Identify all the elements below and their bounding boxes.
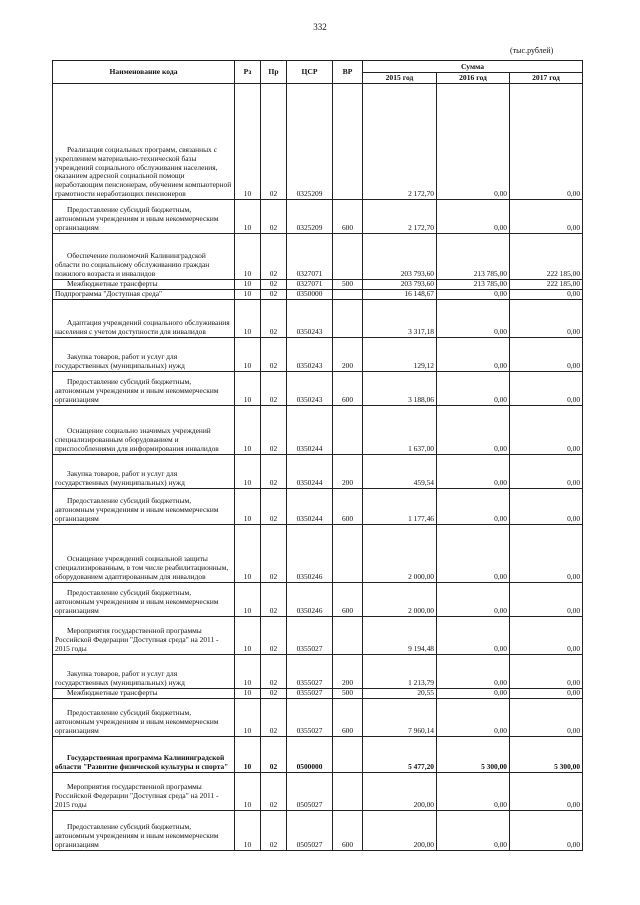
row-vr: 600 bbox=[333, 200, 363, 234]
table-row bbox=[53, 200, 583, 234]
row-rz: 10 bbox=[235, 290, 261, 300]
row-rz: 10 bbox=[235, 338, 261, 372]
table-row bbox=[53, 617, 583, 655]
row-2017: 0,00 bbox=[510, 655, 583, 689]
row-pr: 02 bbox=[261, 290, 287, 300]
row-csr: 0350244 bbox=[287, 489, 333, 525]
row-rz: 10 bbox=[235, 406, 261, 455]
row-pr: 02 bbox=[261, 699, 287, 737]
row-csr: 0350000 bbox=[287, 290, 333, 300]
row-name: Закупка товаров, работ и услуг для государственных (муниципальных) нужд bbox=[53, 338, 235, 372]
table-row bbox=[53, 689, 583, 699]
row-2015: 1 177,46 bbox=[363, 489, 437, 525]
row-pr: 02 bbox=[261, 406, 287, 455]
row-csr: 0350246 bbox=[287, 525, 333, 583]
row-pr: 02 bbox=[261, 811, 287, 851]
table-row bbox=[53, 84, 583, 200]
row-2017: 0,00 bbox=[510, 84, 583, 200]
row-2015: 2 172,70 bbox=[363, 200, 437, 234]
row-rz: 10 bbox=[235, 200, 261, 234]
table-row bbox=[53, 655, 583, 689]
row-2016: 0,00 bbox=[437, 617, 510, 655]
row-2016: 0,00 bbox=[437, 290, 510, 300]
row-2017: 5 300,00 bbox=[510, 737, 583, 773]
row-2016: 213 785,00 bbox=[437, 280, 510, 290]
row-2015: 9 194,48 bbox=[363, 617, 437, 655]
row-2017: 0,00 bbox=[510, 455, 583, 489]
row-2016: 0,00 bbox=[437, 406, 510, 455]
table-body bbox=[53, 84, 583, 851]
row-name: Реализация социальных программ, связанных с укреплением материально-технической базы учреждений социального обслуживания населения, оказанием адресной социальной помощи неработающим пенсионерам, обучением компьютерной грамотности неработающих пенсионеров bbox=[53, 84, 235, 200]
table-row bbox=[53, 234, 583, 280]
row-vr bbox=[333, 773, 363, 811]
row-2015: 1 637,00 bbox=[363, 406, 437, 455]
table-row bbox=[53, 811, 583, 851]
row-name: Предоставление субсидий бюджетным, автономным учреждениям и иным некоммерческим организациям bbox=[53, 200, 235, 234]
row-2016: 0,00 bbox=[437, 811, 510, 851]
row-rz: 10 bbox=[235, 84, 261, 200]
header-csr: ЦСР bbox=[287, 61, 333, 84]
row-rz: 10 bbox=[235, 300, 261, 338]
row-2015: 20,55 bbox=[363, 689, 437, 699]
row-2016: 5 300,00 bbox=[437, 737, 510, 773]
row-2015: 2 000,00 bbox=[363, 525, 437, 583]
table-row bbox=[53, 290, 583, 300]
row-name: Оснащение учреждений социальной защиты специализированным, в том числе реабилитационным, оборудованием адаптированным для инвалидов bbox=[53, 525, 235, 583]
row-csr: 0355027 bbox=[287, 699, 333, 737]
row-2015: 16 148,67 bbox=[363, 290, 437, 300]
units-label: (тыс.рублей) bbox=[510, 46, 554, 55]
row-name: Оснащение социально значимых учреждений специализированным оборудованием и приспособлениями для информирования инвалидов bbox=[53, 406, 235, 455]
row-rz: 10 bbox=[235, 617, 261, 655]
row-2015: 3 317,18 bbox=[363, 300, 437, 338]
row-vr: 200 bbox=[333, 338, 363, 372]
row-csr: 0350243 bbox=[287, 372, 333, 406]
row-vr: 600 bbox=[333, 489, 363, 525]
row-rz: 10 bbox=[235, 773, 261, 811]
row-pr: 02 bbox=[261, 338, 287, 372]
row-rz: 10 bbox=[235, 699, 261, 737]
row-pr: 02 bbox=[261, 200, 287, 234]
table-row bbox=[53, 699, 583, 737]
table-row bbox=[53, 300, 583, 338]
row-2016: 0,00 bbox=[437, 455, 510, 489]
row-name: Закупка товаров, работ и услуг для государственных (муниципальных) нужд bbox=[53, 655, 235, 689]
row-2016: 0,00 bbox=[437, 525, 510, 583]
row-2017: 0,00 bbox=[510, 200, 583, 234]
row-vr: 200 bbox=[333, 455, 363, 489]
row-2017: 0,00 bbox=[510, 617, 583, 655]
row-2015: 5 477,20 bbox=[363, 737, 437, 773]
row-csr: 0350243 bbox=[287, 338, 333, 372]
row-name: Предоставление субсидий бюджетным, автономным учреждениям и иным некоммерческим организациям bbox=[53, 699, 235, 737]
row-vr bbox=[333, 234, 363, 280]
row-rz: 10 bbox=[235, 689, 261, 699]
row-name: Предоставление субсидий бюджетным, автономным учреждениям и иным некоммерческим организациям bbox=[53, 372, 235, 406]
row-rz: 10 bbox=[235, 372, 261, 406]
row-2015: 459,54 bbox=[363, 455, 437, 489]
row-2015: 2 172,70 bbox=[363, 84, 437, 200]
row-pr: 02 bbox=[261, 737, 287, 773]
row-name: Обеспечение полномочий Калининградской области по социальному обслуживанию граждан пожилого возраста и инвалидов bbox=[53, 234, 235, 280]
row-rz: 10 bbox=[235, 811, 261, 851]
row-pr: 02 bbox=[261, 617, 287, 655]
row-2017: 0,00 bbox=[510, 338, 583, 372]
row-rz: 10 bbox=[235, 655, 261, 689]
row-vr: 600 bbox=[333, 583, 363, 617]
row-rz: 10 bbox=[235, 234, 261, 280]
row-pr: 02 bbox=[261, 489, 287, 525]
row-vr: 500 bbox=[333, 689, 363, 699]
row-2016: 0,00 bbox=[437, 372, 510, 406]
row-2015: 1 213,79 bbox=[363, 655, 437, 689]
table-row bbox=[53, 338, 583, 372]
table-row bbox=[53, 525, 583, 583]
row-pr: 02 bbox=[261, 234, 287, 280]
row-rz: 10 bbox=[235, 455, 261, 489]
row-pr: 02 bbox=[261, 689, 287, 699]
header-name: Наименование кода bbox=[53, 61, 235, 84]
header-2015: 2015 год bbox=[363, 73, 437, 84]
row-csr: 0355027 bbox=[287, 617, 333, 655]
row-vr bbox=[333, 84, 363, 200]
row-pr: 02 bbox=[261, 583, 287, 617]
table-row bbox=[53, 773, 583, 811]
row-csr: 0350244 bbox=[287, 455, 333, 489]
table-row bbox=[53, 583, 583, 617]
row-vr bbox=[333, 737, 363, 773]
row-csr: 0327071 bbox=[287, 234, 333, 280]
row-rz: 10 bbox=[235, 489, 261, 525]
row-2016: 0,00 bbox=[437, 689, 510, 699]
row-2017: 0,00 bbox=[510, 290, 583, 300]
table-row bbox=[53, 489, 583, 525]
row-2017: 222 185,00 bbox=[510, 280, 583, 290]
row-pr: 02 bbox=[261, 455, 287, 489]
row-2016: 0,00 bbox=[437, 200, 510, 234]
row-name: Предоставление субсидий бюджетным, автономным учреждениям и иным некоммерческим организациям bbox=[53, 811, 235, 851]
row-vr: 500 bbox=[333, 280, 363, 290]
row-2017: 0,00 bbox=[510, 583, 583, 617]
row-vr bbox=[333, 525, 363, 583]
table-row bbox=[53, 372, 583, 406]
row-csr: 0355027 bbox=[287, 689, 333, 699]
row-2016: 0,00 bbox=[437, 300, 510, 338]
page-number: 332 bbox=[313, 22, 327, 32]
row-2016: 0,00 bbox=[437, 773, 510, 811]
row-2015: 200,00 bbox=[363, 811, 437, 851]
row-2015: 3 188,06 bbox=[363, 372, 437, 406]
row-rz: 10 bbox=[235, 583, 261, 617]
row-2016: 0,00 bbox=[437, 489, 510, 525]
header-vr: ВР bbox=[333, 61, 363, 84]
row-2015: 203 793,60 bbox=[363, 280, 437, 290]
row-csr: 0355027 bbox=[287, 655, 333, 689]
table-row bbox=[53, 455, 583, 489]
row-vr: 200 bbox=[333, 655, 363, 689]
row-csr: 0325209 bbox=[287, 84, 333, 200]
row-vr: 600 bbox=[333, 699, 363, 737]
row-csr: 0505027 bbox=[287, 811, 333, 851]
row-2015: 129,12 bbox=[363, 338, 437, 372]
row-vr: 600 bbox=[333, 811, 363, 851]
row-2017: 0,00 bbox=[510, 811, 583, 851]
row-name: Государственная программа Калининградской области "Развитие физической культуры и спорта" bbox=[53, 737, 235, 773]
row-vr: 600 bbox=[333, 372, 363, 406]
row-name: Межбюджетные трансферты bbox=[53, 689, 235, 699]
row-rz: 10 bbox=[235, 737, 261, 773]
row-2017: 0,00 bbox=[510, 372, 583, 406]
header-2017: 2017 год bbox=[510, 73, 583, 84]
table-row bbox=[53, 737, 583, 773]
row-2016: 0,00 bbox=[437, 338, 510, 372]
row-name: Адаптация учреждений социального обслуживания населения с учетом доступности для инвалидов bbox=[53, 300, 235, 338]
row-2015: 7 960,14 bbox=[363, 699, 437, 737]
row-name: Мероприятия государственной программы Российской Федерации "Доступная среда" на 2011 - 2015 годы bbox=[53, 617, 235, 655]
row-pr: 02 bbox=[261, 525, 287, 583]
row-vr bbox=[333, 617, 363, 655]
row-vr bbox=[333, 406, 363, 455]
row-2017: 0,00 bbox=[510, 489, 583, 525]
row-name: Подпрограмма "Доступная среда" bbox=[53, 290, 235, 300]
row-2015: 203 793,60 bbox=[363, 234, 437, 280]
header-rz: Рз bbox=[235, 61, 261, 84]
row-rz: 10 bbox=[235, 280, 261, 290]
row-pr: 02 bbox=[261, 655, 287, 689]
row-2015: 200,00 bbox=[363, 773, 437, 811]
row-2016: 0,00 bbox=[437, 655, 510, 689]
row-csr: 0505027 bbox=[287, 773, 333, 811]
row-name: Мероприятия государственной программы Российской Федерации "Доступная среда" на 2011 - 2015 годы bbox=[53, 773, 235, 811]
row-name: Межбюджетные трансферты bbox=[53, 280, 235, 290]
header-2016: 2016 год bbox=[437, 73, 510, 84]
row-vr bbox=[333, 300, 363, 338]
row-2017: 0,00 bbox=[510, 525, 583, 583]
row-csr: 0350244 bbox=[287, 406, 333, 455]
row-2017: 0,00 bbox=[510, 699, 583, 737]
row-2016: 0,00 bbox=[437, 699, 510, 737]
row-2015: 2 000,00 bbox=[363, 583, 437, 617]
row-2017: 0,00 bbox=[510, 689, 583, 699]
row-csr: 0350246 bbox=[287, 583, 333, 617]
row-2017: 222 185,00 bbox=[510, 234, 583, 280]
row-2017: 0,00 bbox=[510, 773, 583, 811]
header-pr: Пр bbox=[261, 61, 287, 84]
row-vr bbox=[333, 290, 363, 300]
row-rz: 10 bbox=[235, 525, 261, 583]
row-name: Предоставление субсидий бюджетным, автономным учреждениям и иным некоммерческим организациям bbox=[53, 489, 235, 525]
row-name: Предоставление субсидий бюджетным, автономным учреждениям и иным некоммерческим организациям bbox=[53, 583, 235, 617]
row-2017: 0,00 bbox=[510, 300, 583, 338]
row-csr: 0500000 bbox=[287, 737, 333, 773]
row-pr: 02 bbox=[261, 372, 287, 406]
row-pr: 02 bbox=[261, 300, 287, 338]
budget-table bbox=[52, 60, 583, 851]
row-pr: 02 bbox=[261, 280, 287, 290]
row-2016: 0,00 bbox=[437, 84, 510, 200]
row-csr: 0327071 bbox=[287, 280, 333, 290]
table-row bbox=[53, 406, 583, 455]
row-2016: 213 785,00 bbox=[437, 234, 510, 280]
row-name: Закупка товаров, работ и услуг для государственных (муниципальных) нужд bbox=[53, 455, 235, 489]
row-csr: 0325209 bbox=[287, 200, 333, 234]
header-sum: Сумма bbox=[363, 61, 583, 73]
table-row bbox=[53, 280, 583, 290]
row-pr: 02 bbox=[261, 773, 287, 811]
row-pr: 02 bbox=[261, 84, 287, 200]
row-csr: 0350243 bbox=[287, 300, 333, 338]
row-2016: 0,00 bbox=[437, 583, 510, 617]
row-2017: 0,00 bbox=[510, 406, 583, 455]
